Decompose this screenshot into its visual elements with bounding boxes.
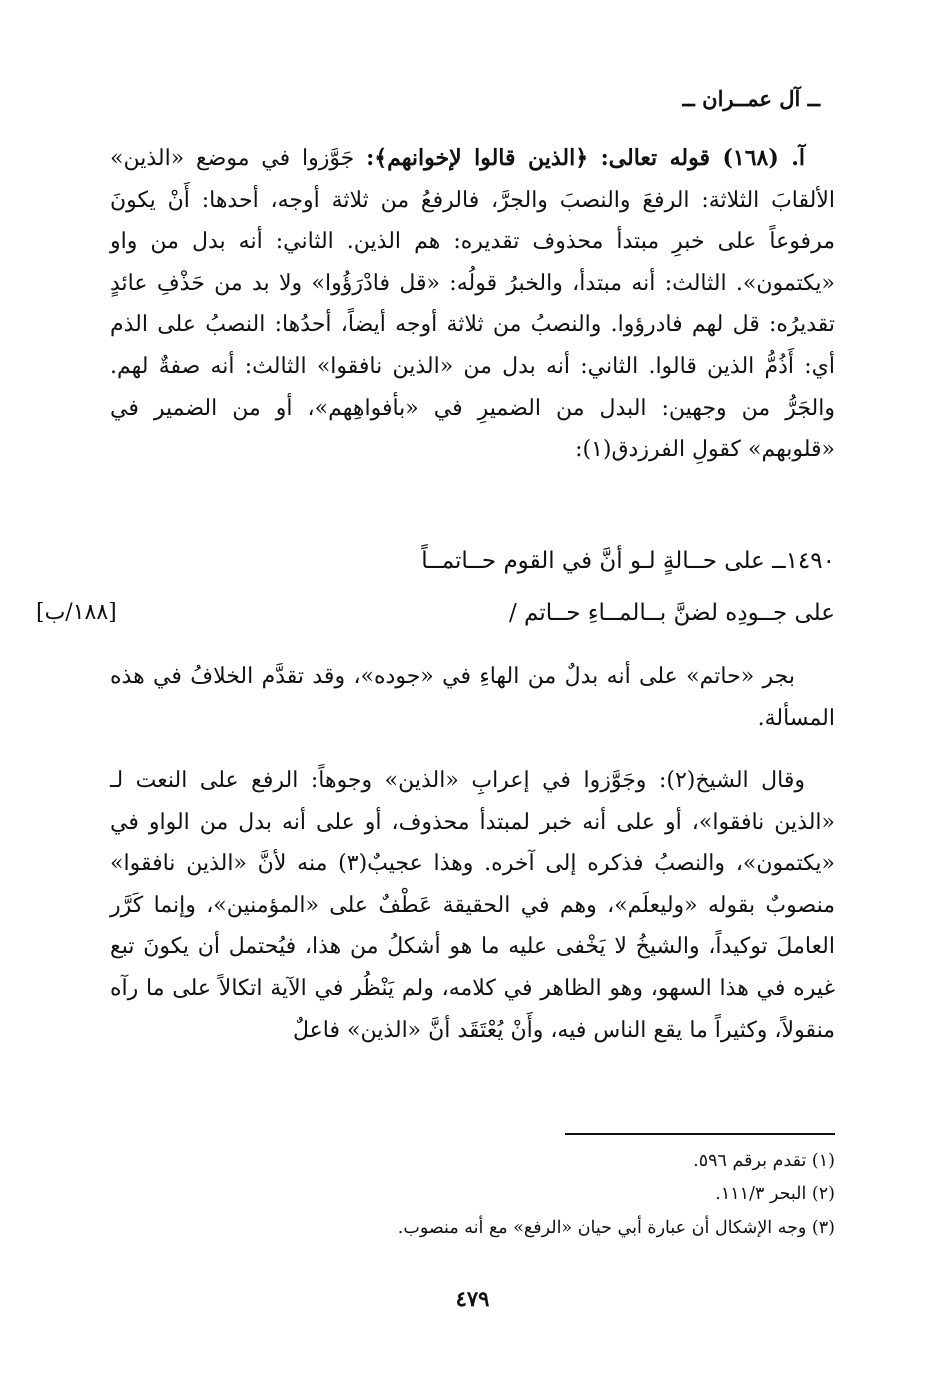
footnote-3: (٣) وجه الإشكال أن عبارة أبي حيان «الرفع» مع أنه منصوب. (397, 1218, 835, 1238)
verse-line-1: ١٤٩٠ــ على حــالةٍ لـو أنَّ في القوم حــاتمــاً (421, 548, 835, 574)
paragraph-2: بجر «حاتم» على أنه بدلٌ من الهاءِ في «جوده»، وقد تقدَّم الخلافُ في هذه المسألة. (110, 664, 835, 731)
paragraph-1 (110, 138, 835, 471)
page-number: ٤٧٩ (455, 1286, 490, 1311)
verse-line-2: على جــودِه لضنَّ بــالمــاءِ حــاتم / (508, 600, 835, 626)
running-head: ــ آل عمــران ــ (682, 86, 820, 111)
paragraph-3: وقال الشيخ(٢): وجَوَّزوا في إعرابِ «الذين» وجوهاً: الرفع على النعت لـ «الذين نافقوا»، أو على أنه خبر لمبتدأ محذوف، أو على أنه بدل من الواو في «يكتمون»، والنصبُ فذكره إلى آخره. وهذا عجيبٌ(٣) منه لأنَّ «الذين نافقوا» منصوبٌ بقوله «وليعلَم»، وهم في الحقيقة عَطْفٌ على «المؤمنين»، وإنما كَرَّر العاملَ توكيداً، والشيخُ لا يَخْفى عليه ما هو أشكلُ من هذا، فيُحتمل أن يكونَ تبع غيره في هذا السهو، وهو الظاهر في كلامه، ولم يَنْظُر في الآية اتكالاً على ما رآه منقولاً، وكثيراً ما يقع الناس فيه، وأَنْ يُعْتَقَد أنَّ «الذين» فاعلٌ (110, 768, 835, 1043)
paragraph-1-text: جَوَّزوا في موضع «الذين» الألقابَ الثلاثة: الرفعَ والنصبَ والجرَّ، فالرفعُ من ثلاثة أوجه، أحدها: أَنْ يكونَ مرفوعاً على خبرِ مبتدأ محذوف تقديره: هم الذين. الثاني: أنه بدل من واو «يكتمون». الثالث: أنه مبتدأ، والخبرُ قولُه: «قل فادْرَؤُوا» ولا بد من حَذْفِ عائدٍ تقديرُه: قل لهم فادرؤوا. والنصبُ من ثلاثة أوجه أيضاً، أحدُها: النصبُ على الذم أي: أَذُمُّ الذين قالوا. الثاني: أنه بدل من «الذين نافقوا» الثالث: أنه صفةٌ لهم. والجَرُّ من وجهين: البدل من الضميرِ في «بأفواهِهم»، أو من الضمير في «قلوبهم» كقولِ الفرزدق(١): (110, 146, 835, 463)
footnote-1: (١) تقدم برقم ٥٩٦. (693, 1151, 835, 1171)
manuscript-folio-marker: [١٨٨/ب] (36, 600, 117, 625)
footnote-separator (565, 1133, 835, 1135)
paragraph-1-intro: آ. (١٦٨) قوله تعالى: ﴿الذين قالوا لإخوانهم﴾: (366, 145, 806, 171)
footnote-2: (٢) البحر ١١١/٣. (715, 1184, 835, 1204)
